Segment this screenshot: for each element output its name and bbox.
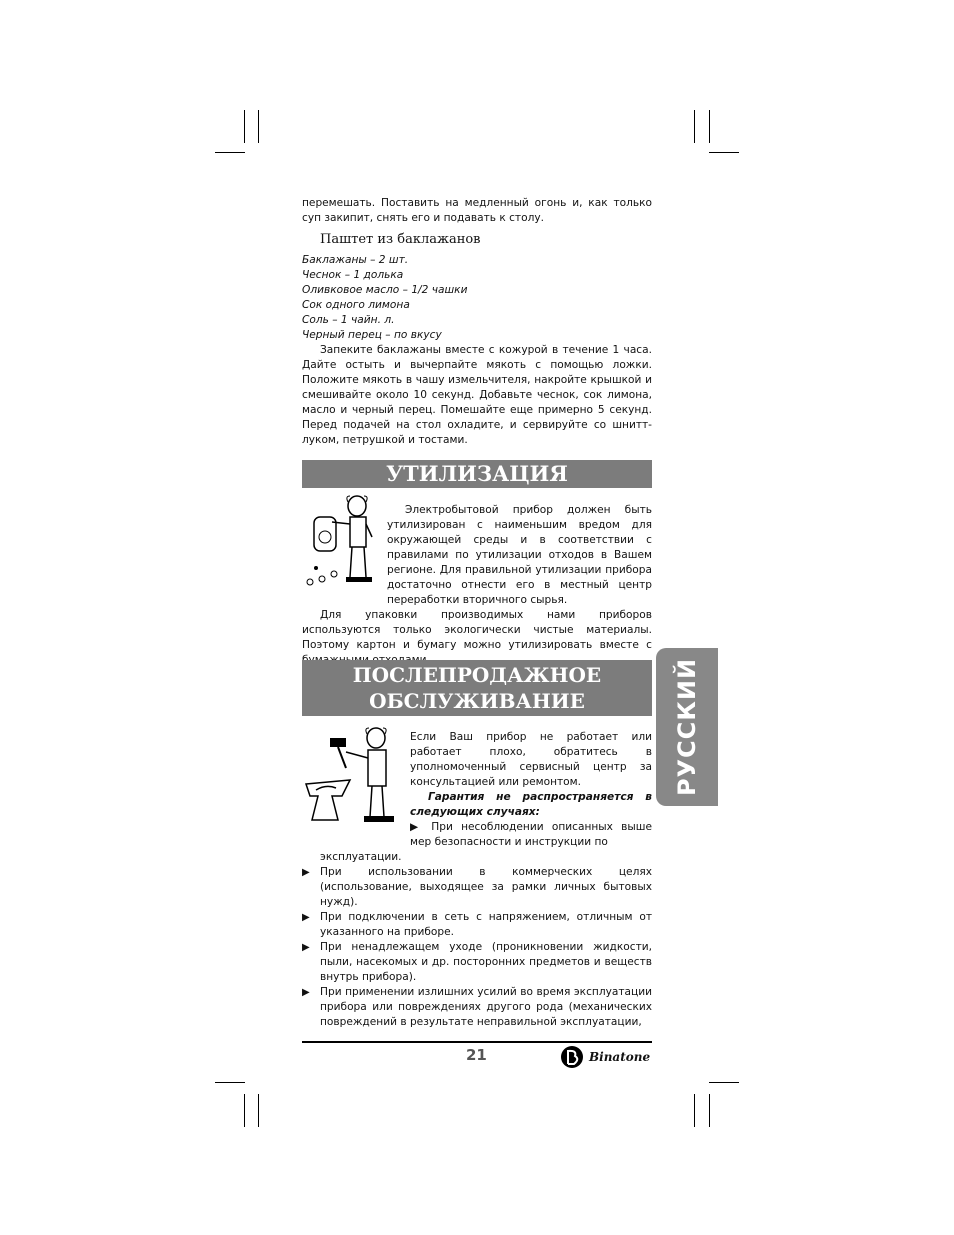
language-tab [656, 648, 718, 806]
warranty-bullet-text: При применении излишних усилий во время эксплуатации прибора или повреждениях другого рода (механических повреждений в результате неправильной эксплуатации, [320, 986, 652, 1028]
crop-mark [215, 1082, 245, 1083]
warranty-bullet [302, 985, 652, 1030]
warranty-bullet-text: При подключении в сеть с напряжением, отличным от указанного на приборе. [320, 911, 652, 938]
disposal-heading [302, 460, 652, 488]
intro-text: перемешать. Поставить на медленный огонь и, как только суп закипит, снять его и подавать к столу. [302, 197, 652, 224]
crop-mark [258, 110, 259, 143]
warranty-bullet [302, 865, 652, 910]
warranty-title: Гарантия не распространяется в следующих случаях: [410, 791, 652, 818]
disposal-heading-text: УТИЛИЗАЦИЯ [386, 461, 568, 486]
crop-mark [709, 110, 710, 143]
crop-mark [258, 1094, 259, 1127]
page-number: 21 [466, 1046, 487, 1064]
crop-mark [244, 110, 245, 143]
ingredient: Сок одного лимона [302, 299, 410, 311]
service-text [302, 730, 652, 1030]
crop-mark [244, 1094, 245, 1127]
disposal-text [302, 503, 652, 668]
warranty-bullet-first-cont: эксплуатации. [320, 851, 402, 863]
crop-mark [709, 152, 739, 153]
crop-mark [694, 110, 695, 143]
ingredient: Оливковое масло – 1/2 чашки [302, 284, 468, 296]
recipe-title: Паштет из баклажанов [320, 232, 481, 247]
recipe-block [302, 196, 652, 448]
language-tab-label: РУССКИЙ [673, 657, 701, 797]
bullet-marker-icon: ▶ [302, 867, 310, 878]
bullet-marker-icon: ▶ [410, 821, 432, 833]
binatone-logo-icon [560, 1045, 586, 1069]
warranty-bullet-first-a: При несоблюдении описанных выше мер безопасности и инструкции по [410, 821, 652, 848]
warranty-bullet [302, 940, 652, 985]
ingredient: Соль – 1 чайн. л. [302, 314, 395, 326]
bullet-marker-icon: ▶ [302, 942, 310, 953]
footer-rule [302, 1041, 652, 1043]
warranty-bullet-text: При использовании в коммерческих целях (использование, выходящее за рамки личных бытовых нужд). [320, 866, 652, 908]
warranty-bullet [302, 910, 652, 940]
warranty-bullet-text: При ненадлежащем уходе (проникновении жидкости, пыли, насекомых и др. посторонних предметов и веществ внутрь прибора). [320, 941, 652, 983]
bullet-marker-icon: ▶ [302, 987, 310, 998]
service-heading-line1: ПОСЛЕПРОДАЖНОЕ [352, 663, 602, 687]
bullet-marker-icon: ▶ [302, 912, 310, 923]
service-heading-line2: ОБСЛУЖИВАНИЕ [369, 689, 585, 713]
ingredient: Чеснок – 1 долька [302, 269, 404, 281]
crop-mark [215, 152, 245, 153]
ingredient: Черный перец – по вкусу [302, 329, 442, 341]
warranty-bullet-first [410, 820, 652, 850]
disposal-paragraph-1: Электробытовой прибор должен быть утилизирован с наименьшим вредом для окружающей среды и в соответствии с правилами по утилизации отходов в Вашем регионе. Для правильной утилизации прибора достаточно отнести его в местный центр переработки вторичного сырья. [387, 504, 652, 606]
service-paragraph: Если Ваш прибор не работает или работает плохо, обратитесь в уполномоченный сервисный центр за консультацией или ремонтом. [410, 731, 652, 788]
brand-logo [560, 1045, 650, 1069]
ingredient: Баклажаны – 2 шт. [302, 254, 409, 266]
service-heading [302, 660, 652, 716]
crop-mark [709, 1082, 739, 1083]
recipe-instructions: Запеките баклажаны вместе с кожурой в течение 1 часа. Дайте остыть и вычерпайте мякоть с помощью ложки. Положите мякоть в чашу измельчителя, накройте крышкой и смешивайте около 10 секунд. Добавьте чеснок, сок лимона, масло и черный перец. Помешайте еще примерно 5 секунд. Перед подачей на стол охладите, и сервируйте со шнитт-луком, петрушкой и тостами. [302, 344, 652, 446]
disposal-paragraph-2: Для упаковки производимых нами приборов используются только экологически чистые материалы. Поэтому картон и бумагу можно утилизировать вместе с [302, 609, 652, 651]
crop-mark [709, 1094, 710, 1127]
service-paragraph-wrap [410, 730, 652, 850]
crop-mark [694, 1094, 695, 1127]
brand-name: Binatone [589, 1050, 651, 1064]
